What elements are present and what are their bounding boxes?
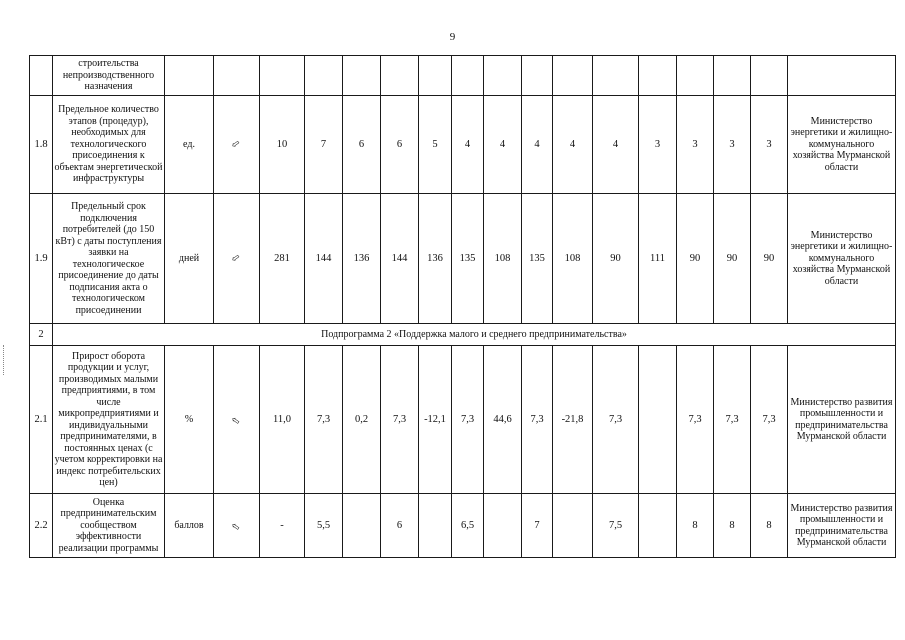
value-cell: 136 bbox=[343, 194, 381, 324]
value-cell: 3 bbox=[639, 96, 677, 194]
indicator-name: строительства непроизводственного назначения bbox=[53, 56, 165, 96]
value-cell: - bbox=[260, 494, 305, 558]
unit-cell bbox=[165, 56, 214, 96]
trend-cell bbox=[214, 194, 260, 324]
value-cell bbox=[714, 56, 751, 96]
row-number bbox=[30, 56, 53, 96]
unit-cell: ед. bbox=[165, 96, 214, 194]
value-cell: 7 bbox=[522, 494, 553, 558]
value-cell: 111 bbox=[639, 194, 677, 324]
subprogram-title: Подпрограмма 2 «Поддержка малого и среднего предпринимательства» bbox=[53, 324, 896, 346]
trend-arrow-icon: ⇨ bbox=[229, 518, 243, 533]
value-cell: 3 bbox=[751, 96, 788, 194]
table-row bbox=[30, 56, 896, 96]
trend-cell bbox=[214, 56, 260, 96]
scan-edge-marks bbox=[3, 345, 6, 375]
value-cell: 7,3 bbox=[593, 346, 639, 494]
value-cell: 11,0 bbox=[260, 346, 305, 494]
value-cell: 4 bbox=[484, 96, 522, 194]
trend-arrow-icon: ⇦ bbox=[229, 251, 243, 266]
value-cell: 136 bbox=[419, 194, 452, 324]
row-number: 2.2 bbox=[30, 494, 53, 558]
value-cell: 4 bbox=[593, 96, 639, 194]
value-cell: 281 bbox=[260, 194, 305, 324]
value-cell: 7,3 bbox=[714, 346, 751, 494]
value-cell: 6,5 bbox=[452, 494, 484, 558]
value-cell bbox=[484, 494, 522, 558]
value-cell bbox=[639, 56, 677, 96]
responsible-cell: Министерство энергетики и жилищно-коммунального хозяйства Мурманской области bbox=[788, 194, 896, 324]
table-row bbox=[30, 194, 896, 324]
responsible-cell: Министерство развития промышленности и предпринимательства Мурманской области bbox=[788, 346, 896, 494]
indicator-name: Прирост оборота продукции и услуг, производимых малыми предприятиями, в том числе микропредприятиями и индивидуальными предпринимателями, в постоянных ценах (с учетом корректировки на индекс потребительских цен) bbox=[53, 346, 165, 494]
value-cell bbox=[751, 56, 788, 96]
value-cell: 108 bbox=[484, 194, 522, 324]
indicator-name: Предельный срок подключения потребителей (до 150 кВт) с даты поступления заявки на технологическое присоединение до даты подписания акта о технологическом присоединении bbox=[53, 194, 165, 324]
responsible-cell: Министерство энергетики и жилищно-коммунального хозяйства Мурманской области bbox=[788, 96, 896, 194]
value-cell: 90 bbox=[677, 194, 714, 324]
trend-arrow-icon: ⇨ bbox=[229, 412, 243, 427]
row-number: 2.1 bbox=[30, 346, 53, 494]
subprogram-row bbox=[30, 324, 896, 346]
value-cell: 4 bbox=[522, 96, 553, 194]
unit-cell: дней bbox=[165, 194, 214, 324]
value-cell: -21,8 bbox=[553, 346, 593, 494]
trend-cell bbox=[214, 494, 260, 558]
row-number: 1.9 bbox=[30, 194, 53, 324]
value-cell bbox=[522, 56, 553, 96]
value-cell: 4 bbox=[452, 96, 484, 194]
value-cell: 8 bbox=[714, 494, 751, 558]
value-cell: 5 bbox=[419, 96, 452, 194]
value-cell: 6 bbox=[343, 96, 381, 194]
value-cell bbox=[305, 56, 343, 96]
value-cell bbox=[343, 494, 381, 558]
value-cell: 7,3 bbox=[452, 346, 484, 494]
value-cell: 144 bbox=[381, 194, 419, 324]
trend-cell bbox=[214, 346, 260, 494]
unit-cell: % bbox=[165, 346, 214, 494]
responsible-cell: Министерство развития промышленности и предпринимательства Мурманской области bbox=[788, 494, 896, 558]
value-cell: 135 bbox=[522, 194, 553, 324]
value-cell: 7,3 bbox=[381, 346, 419, 494]
page-number: 9 bbox=[449, 31, 456, 43]
value-cell: 44,6 bbox=[484, 346, 522, 494]
value-cell: 3 bbox=[677, 96, 714, 194]
value-cell: 7,3 bbox=[305, 346, 343, 494]
value-cell bbox=[381, 56, 419, 96]
value-cell: 0,2 bbox=[343, 346, 381, 494]
value-cell: 5,5 bbox=[305, 494, 343, 558]
value-cell: 108 bbox=[553, 194, 593, 324]
value-cell: 3 bbox=[714, 96, 751, 194]
value-cell: 7 bbox=[305, 96, 343, 194]
value-cell bbox=[419, 494, 452, 558]
value-cell bbox=[639, 346, 677, 494]
value-cell: 4 bbox=[553, 96, 593, 194]
value-cell bbox=[343, 56, 381, 96]
value-cell: 7,3 bbox=[522, 346, 553, 494]
unit-cell: баллов bbox=[165, 494, 214, 558]
value-cell: 7,5 bbox=[593, 494, 639, 558]
value-cell bbox=[639, 494, 677, 558]
value-cell bbox=[419, 56, 452, 96]
value-cell bbox=[593, 56, 639, 96]
value-cell: 6 bbox=[381, 96, 419, 194]
indicator-name: Оценка предпринимательским сообществом эффективности реализации программы bbox=[53, 494, 165, 558]
value-cell: 90 bbox=[714, 194, 751, 324]
value-cell bbox=[553, 56, 593, 96]
value-cell: 7,3 bbox=[677, 346, 714, 494]
indicator-name: Предельное количество этапов (процедур), необходимых для технологического присоединения к объектам энергетической инфраструктуры bbox=[53, 96, 165, 194]
table-row bbox=[30, 494, 896, 558]
value-cell: 8 bbox=[677, 494, 714, 558]
trend-arrow-icon: ⇦ bbox=[229, 137, 243, 152]
value-cell: 90 bbox=[593, 194, 639, 324]
subprogram-number: 2 bbox=[30, 324, 53, 346]
value-cell: 144 bbox=[305, 194, 343, 324]
row-number: 1.8 bbox=[30, 96, 53, 194]
indicators-table bbox=[29, 55, 896, 558]
value-cell bbox=[452, 56, 484, 96]
value-cell bbox=[553, 494, 593, 558]
table-row bbox=[30, 346, 896, 494]
value-cell bbox=[260, 56, 305, 96]
value-cell: 7,3 bbox=[751, 346, 788, 494]
value-cell: 135 bbox=[452, 194, 484, 324]
responsible-cell bbox=[788, 56, 896, 96]
value-cell: 8 bbox=[751, 494, 788, 558]
value-cell: 10 bbox=[260, 96, 305, 194]
value-cell bbox=[484, 56, 522, 96]
value-cell: 6 bbox=[381, 494, 419, 558]
value-cell: -12,1 bbox=[419, 346, 452, 494]
table-row bbox=[30, 96, 896, 194]
value-cell: 90 bbox=[751, 194, 788, 324]
value-cell bbox=[677, 56, 714, 96]
trend-cell bbox=[214, 96, 260, 194]
